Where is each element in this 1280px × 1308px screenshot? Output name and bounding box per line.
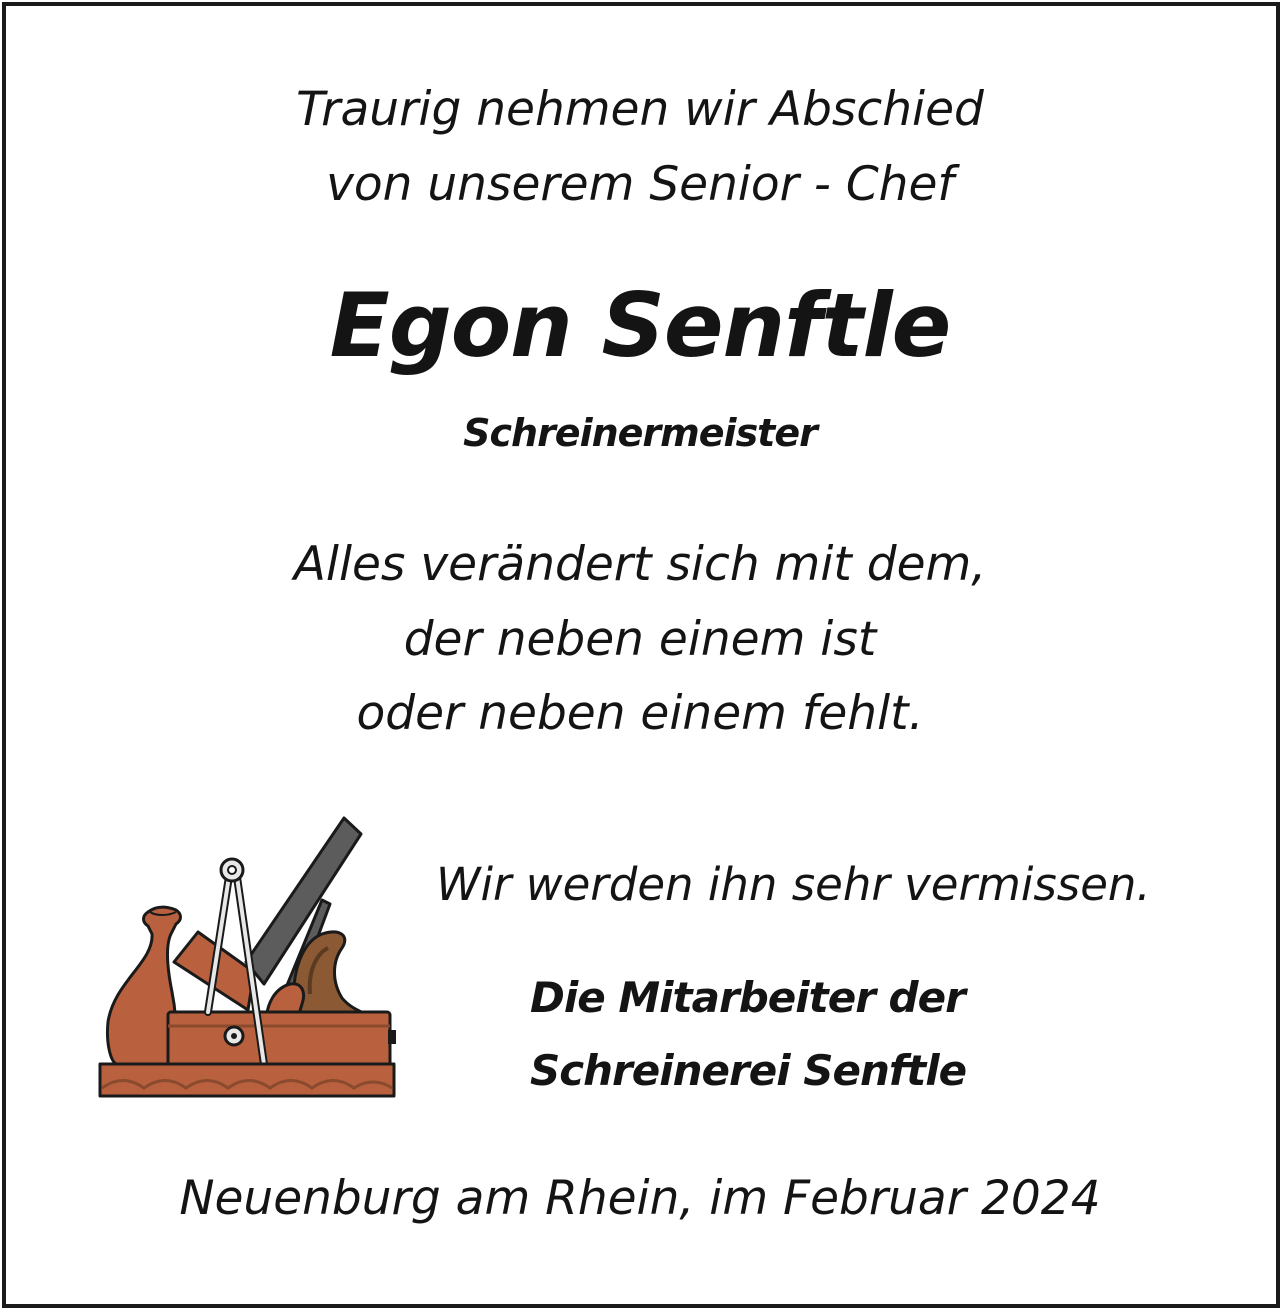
quote-line-1: Alles verändert sich mit dem, (293, 537, 987, 592)
deceased-name: Egon Senftle (329, 274, 951, 377)
deceased-profession: Schreinermeister (463, 411, 817, 455)
intro-line-1: Traurig nehmen wir Abschied (296, 82, 984, 137)
carpenter-tools-icon (96, 812, 398, 1102)
intro-line-2: von unserem Senior - Chef (326, 157, 954, 212)
quote-line-3: oder neben einem fehlt. (356, 686, 924, 741)
signature-line-1: Die Mitarbeiter der (530, 973, 965, 1022)
place-and-date: Neuenburg am Rhein, im Februar 2024 (179, 1171, 1101, 1226)
signature-line-2: Schreinerei Senftle (530, 1046, 967, 1095)
quote-line-2: der neben einem ist (403, 612, 877, 667)
closing-message: Wir werden ihn sehr vermissen. (436, 858, 1151, 911)
